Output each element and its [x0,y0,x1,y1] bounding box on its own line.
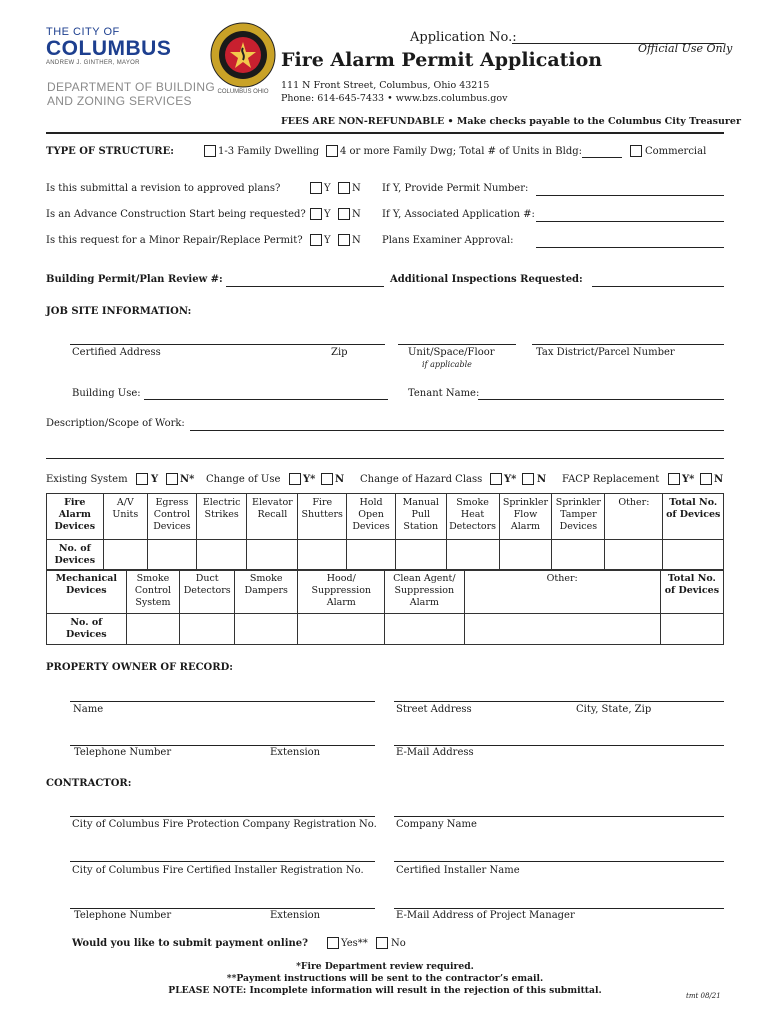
owner-email-label: E-Mail Address [396,747,474,758]
table-header-row [47,570,724,614]
building-use-label: Building Use: [72,388,141,399]
hazard-yes-checkbox[interactable] [490,473,502,485]
permit-number-field[interactable] [536,195,724,196]
count-cell[interactable] [464,614,660,645]
building-permit-label: Building Permit/Plan Review #: [46,274,223,285]
building-use-field[interactable] [144,399,388,400]
zip-label: Zip [331,347,348,358]
certified-address-field[interactable] [70,344,385,345]
units-count-field[interactable] [582,157,622,158]
table-row [47,614,724,645]
existing-no-label: N* [180,474,195,485]
table-header: Clean Agent/ Suppression Alarm [385,570,464,614]
one-to-three-family-checkbox[interactable] [204,145,216,157]
company-name-field[interactable] [394,816,724,817]
facp-yes-label: Y* [682,474,695,485]
logo-city-prefix: THE CITY OF [46,26,120,38]
table-header: Duct Detectors [180,570,235,614]
header-divider [46,132,724,134]
logo-mayor: ANDREW J. GINTHER, MAYOR [46,60,140,66]
facp-yes-checkbox[interactable] [668,473,680,485]
owner-street-label: Street Address [396,704,472,715]
contractor-extension-label: Extension [270,910,321,921]
table-header: Mechanical Devices [47,570,127,614]
payment-no-checkbox[interactable] [376,937,388,949]
owner-name-label: Name [73,704,104,715]
count-cell[interactable] [347,540,396,571]
company-reg-field[interactable] [70,816,375,817]
count-cell[interactable] [298,614,385,645]
followup-label: Plans Examiner Approval: [382,235,514,246]
count-cell[interactable] [385,614,464,645]
table-header: Fire Shutters [298,494,347,540]
description-field[interactable] [190,430,724,431]
count-cell[interactable] [552,540,605,571]
installer-reg-field[interactable] [70,861,375,862]
description-label: Description/Scope of Work: [46,418,185,429]
hazard-no-label: N [537,474,547,485]
advance-yes-checkbox[interactable] [310,208,322,220]
facp-label: FACP Replacement [562,474,660,485]
commercial-label: Commercial [645,146,707,157]
tax-district-label: Tax District/Parcel Number [536,347,675,358]
total-cell[interactable] [660,614,723,645]
count-cell[interactable] [103,540,147,571]
installer-reg-label: City of Columbus Fire Certified Installer Registration No. [72,865,364,876]
footer-note-3: PLEASE NOTE: Incomplete information will result in the rejection of this submittal. [168,985,602,996]
existing-yes-label: Y [151,474,159,485]
payment-yes-label: Yes** [341,938,368,949]
contractor-email-field[interactable] [394,908,724,909]
table-header: A/V Units [103,494,147,540]
tenant-name-label: Tenant Name: [408,388,480,399]
count-cell[interactable] [605,540,663,571]
minor-repair-yes-checkbox[interactable] [310,234,322,246]
official-use-label: Official Use Only [638,42,733,55]
department-name [47,80,237,108]
table-header: Total No. of Devices [663,494,724,540]
contractor-heading: CONTRACTOR: [46,778,132,789]
additional-inspections-label: Additional Inspections Requested: [390,274,583,285]
building-permit-field[interactable] [226,286,384,287]
question-text: Is this submittal a revision to approved plans? [46,183,281,194]
table-header: Electric Strikes [196,494,247,540]
payment-no-label: No [391,938,406,949]
company-reg-label: City of Columbus Fire Protection Company Registration No. [72,819,377,830]
no-label: N [352,209,361,220]
followup-label: If Y, Provide Permit Number: [382,183,529,194]
count-cell[interactable] [499,540,552,571]
contractor-email-label: E-Mail Address of Project Manager [396,910,575,921]
hazard-class-label: Change of Hazard Class [360,474,483,485]
count-cell[interactable] [180,614,235,645]
plans-examiner-field[interactable] [536,247,724,248]
hazard-yes-label: Y* [504,474,517,485]
count-cell[interactable] [446,540,499,571]
revision-yes-checkbox[interactable] [310,182,322,194]
table-header: Hold Open Devices [347,494,396,540]
change-use-no-label: N [335,474,345,485]
certified-address-label: Certified Address [72,347,161,358]
city-seal-icon [210,22,276,88]
no-label: N [352,235,361,246]
count-cell[interactable] [247,540,298,571]
one-to-three-family-label: 1-3 Family Dwelling [218,146,320,157]
owner-extension-label: Extension [270,747,321,758]
logo-city-name: COLUMBUS [46,37,172,60]
count-cell[interactable] [395,540,446,571]
row-label: No. of Devices [47,540,104,571]
table-header: Sprinkler Flow Alarm [499,494,552,540]
yes-label: Y [324,209,331,220]
facp-no-checkbox[interactable] [700,473,712,485]
existing-no-checkbox[interactable] [166,473,178,485]
owner-address-field[interactable] [394,701,724,702]
dept-line-2: AND ZONING SERVICES [47,94,192,108]
installer-name-field[interactable] [394,861,724,862]
change-use-no-checkbox[interactable] [321,473,333,485]
count-cell[interactable] [298,540,347,571]
yes-label: Y [324,183,331,194]
four-plus-family-checkbox[interactable] [326,145,338,157]
owner-email-field[interactable] [394,745,724,746]
commercial-checkbox[interactable] [630,145,642,157]
job-site-heading: JOB SITE INFORMATION: [46,306,192,317]
unit-field[interactable] [398,344,516,345]
owner-phone-label: Telephone Number [74,747,172,758]
change-use-label: Change of Use [206,474,281,485]
seal-lettering: COLUMBUS OHIO [217,89,269,95]
table-header: Total No. of Devices [660,570,723,614]
installer-name-label: Certified Installer Name [396,865,520,876]
count-cell[interactable] [196,540,247,571]
additional-inspections-field[interactable] [592,286,724,287]
mechanical-devices-table [46,569,724,645]
table-header: Smoke Dampers [235,570,298,614]
table-header: Hood/ Suppression Alarm [298,570,385,614]
yes-label: Y [324,235,331,246]
change-use-yes-checkbox[interactable] [289,473,301,485]
unit-note: if applicable [422,360,472,369]
associated-application-field[interactable] [536,221,724,222]
revision-no-checkbox[interactable] [338,182,350,194]
owner-city-label: City, State, Zip [576,704,652,715]
followup-label: If Y, Associated Application #: [382,209,535,220]
existing-system-label: Existing System [46,474,128,485]
unit-label: Unit/Space/Floor [408,347,495,358]
office-contact: Phone: 614-645-7433 • www.bzs.columbus.gov [281,93,508,104]
table-header: Egress Control Devices [148,494,197,540]
contractor-phone-field[interactable] [70,908,375,909]
city-logo [46,26,196,66]
row-label: No. of Devices [47,614,127,645]
owner-heading: PROPERTY OWNER OF RECORD: [46,662,233,673]
existing-yes-checkbox[interactable] [136,473,148,485]
revision-code: tmt 08/21 [686,992,721,1000]
table-header: Manual Pull Station [395,494,446,540]
owner-name-field[interactable] [70,701,375,702]
table-header-row [47,494,724,540]
payment-yes-checkbox[interactable] [327,937,339,949]
facp-no-label: N [714,474,724,485]
fire-alarm-devices-table [46,493,724,571]
fees-notice: FEES ARE NON-REFUNDABLE • Make checks payable to the Columbus City Treasurer [281,116,741,127]
table-header: Fire Alarm Devices [47,494,104,540]
table-header: Elevator Recall [247,494,298,540]
count-cell[interactable] [126,614,180,645]
total-cell[interactable] [663,540,724,571]
page-title: Fire Alarm Permit Application [281,49,603,71]
question-text: Is an Advance Construction Start being requested? [46,209,306,220]
hazard-no-checkbox[interactable] [522,473,534,485]
payment-question: Would you like to submit payment online? [72,938,309,949]
table-header: Other: [605,494,663,540]
no-label: N [352,183,361,194]
table-header: Other: [464,570,660,614]
table-header: Sprinkler Tamper Devices [552,494,605,540]
count-cell[interactable] [235,614,298,645]
change-use-yes-label: Y* [303,474,316,485]
advance-no-checkbox[interactable] [338,208,350,220]
contractor-phone-label: Telephone Number [74,910,172,921]
count-cell[interactable] [148,540,197,571]
description-field-2[interactable] [46,458,724,459]
question-text: Is this request for a Minor Repair/Replace Permit? [46,235,303,246]
company-name-label: Company Name [396,819,477,830]
table-header: Smoke Heat Detectors [446,494,499,540]
footer-note-1: *Fire Department review required. [296,961,474,972]
office-address: 111 N Front Street, Columbus, Ohio 43215 [281,80,490,91]
dept-line-1: DEPARTMENT OF BUILDING [47,80,215,94]
minor-repair-no-checkbox[interactable] [338,234,350,246]
tax-district-field[interactable] [532,344,724,345]
table-row [47,540,724,571]
owner-phone-field[interactable] [70,745,375,746]
application-number-label: Application No.: [410,30,517,45]
structure-type-label: TYPE OF STRUCTURE: [46,146,174,157]
four-plus-family-label: 4 or more Family Dwg; Total # of Units in Bldg: [340,146,583,157]
footer-note-2: **Payment instructions will be sent to the contractor’s email. [226,973,544,984]
tenant-name-field[interactable] [478,399,724,400]
table-header: Smoke Control System [126,570,180,614]
